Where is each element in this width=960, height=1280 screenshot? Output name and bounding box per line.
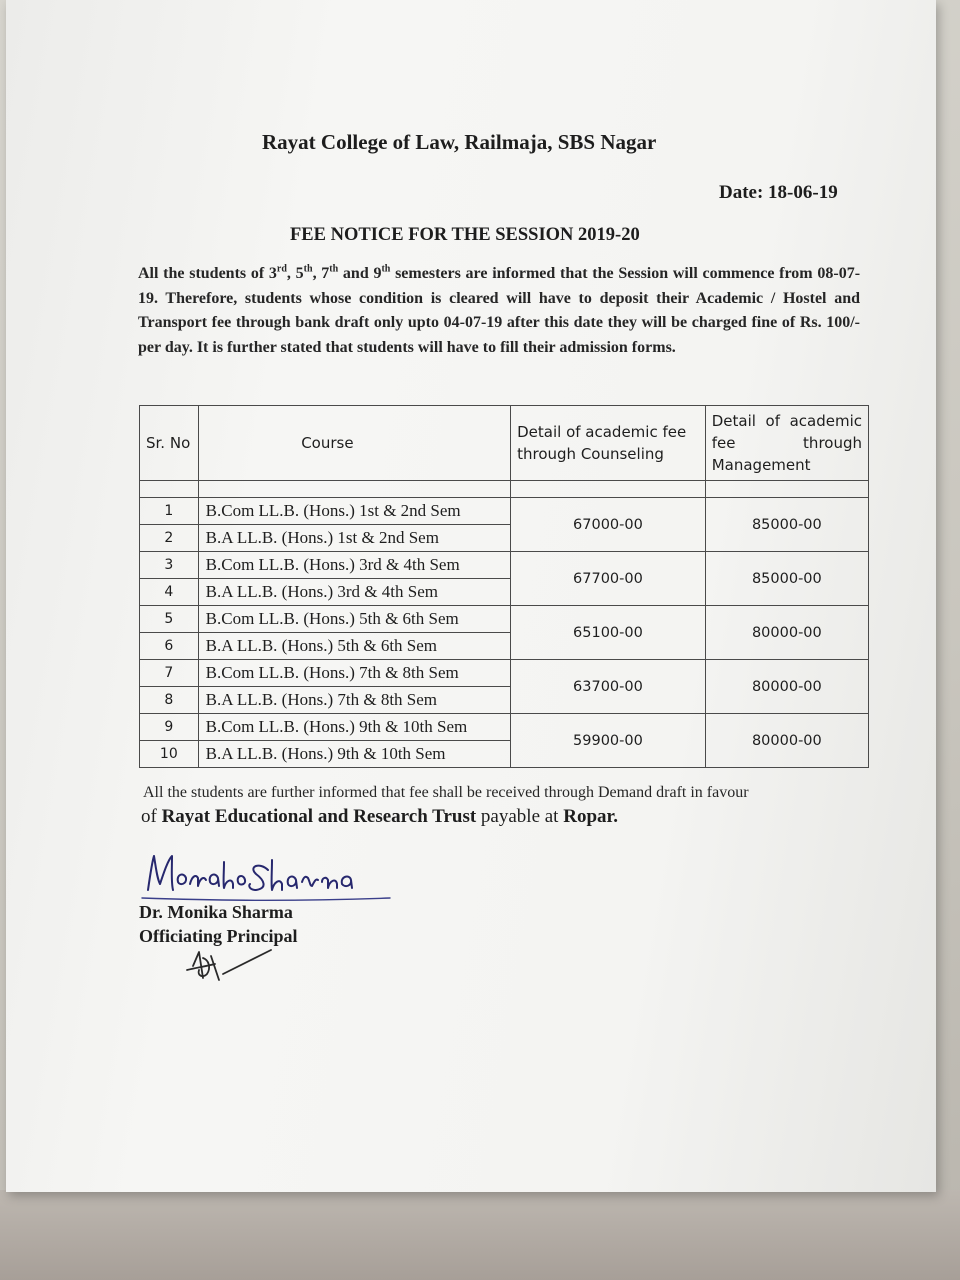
counseling-fee: 67700-00 bbox=[511, 552, 706, 606]
trust-name: Rayat Educational and Research Trust bbox=[161, 806, 477, 827]
intro-text-5: semesters are informed that the Session will commence from 08-07-19. Therefore, students whose condition is cleared will have to deposit their Academic / Hostel and Transport fee through bank draft only upto 04-07-19 after this date they will be charged fine of Rs. 100/- per day. It is further stated that students will have to fill their admission forms. bbox=[138, 265, 861, 356]
table-row bbox=[140, 660, 869, 687]
management-fee: 80000-00 bbox=[705, 606, 868, 660]
management-fee: 85000-00 bbox=[705, 552, 868, 606]
table-row bbox=[140, 606, 869, 633]
row-sr: 6 bbox=[140, 633, 199, 660]
notice-heading: FEE NOTICE FOR THE SESSION 2019-20 bbox=[290, 225, 640, 245]
notice-date: Date: 18-06-19 bbox=[719, 182, 838, 203]
table-header-row bbox=[140, 406, 869, 481]
row-course: B.Com LL.B. (Hons.) 3rd & 4th Sem bbox=[198, 552, 510, 579]
row-sr: 10 bbox=[140, 741, 199, 768]
college-title: Rayat College of Law, Railmaja, SBS Nagar bbox=[262, 130, 657, 154]
row-course: B.A LL.B. (Hons.) 5th & 6th Sem bbox=[198, 633, 510, 660]
footer-note: All the students are further informed that fee shall be received through Demand draft in favour bbox=[143, 784, 749, 801]
footer-payable: payable at bbox=[476, 806, 564, 827]
management-fee: 80000-00 bbox=[705, 660, 868, 714]
intro-suffix-1: rd bbox=[276, 263, 287, 275]
intro-suffix-3: th bbox=[329, 263, 339, 275]
spacer-cell bbox=[198, 481, 510, 498]
handwritten-signature bbox=[140, 848, 400, 910]
intro-text-3: , 7 bbox=[312, 265, 330, 282]
footer-of: of bbox=[141, 806, 162, 827]
payable-place: Ropar. bbox=[563, 806, 618, 827]
spacer-cell bbox=[140, 481, 199, 498]
counseling-fee: 67000-00 bbox=[511, 498, 706, 552]
row-sr: 1 bbox=[140, 498, 199, 525]
footer-payee-line bbox=[141, 806, 618, 828]
intro-text-2: , 5 bbox=[286, 265, 304, 282]
management-fee: 85000-00 bbox=[705, 498, 868, 552]
header-sr-no: Sr. No bbox=[140, 406, 199, 481]
row-course: B.A LL.B. (Hons.) 1st & 2nd Sem bbox=[198, 525, 510, 552]
row-course: B.Com LL.B. (Hons.) 9th & 10th Sem bbox=[198, 714, 510, 741]
counseling-fee: 63700-00 bbox=[511, 660, 706, 714]
row-course: B.A LL.B. (Hons.) 9th & 10th Sem bbox=[198, 741, 510, 768]
row-sr: 5 bbox=[140, 606, 199, 633]
intro-text-4: and 9 bbox=[338, 265, 382, 282]
row-course: B.Com LL.B. (Hons.) 7th & 8th Sem bbox=[198, 660, 510, 687]
header-course: Course bbox=[198, 406, 510, 481]
intro-text-1: All the students of 3 bbox=[138, 265, 277, 282]
row-course: B.Com LL.B. (Hons.) 5th & 6th Sem bbox=[198, 606, 510, 633]
row-course: B.A LL.B. (Hons.) 3rd & 4th Sem bbox=[198, 579, 510, 606]
row-sr: 2 bbox=[140, 525, 199, 552]
table-row bbox=[140, 714, 869, 741]
counseling-fee: 59900-00 bbox=[511, 714, 706, 768]
header-counseling-fee: Detail of academic fee through Counseling bbox=[511, 406, 706, 481]
handwritten-initials bbox=[185, 948, 275, 988]
row-sr: 3 bbox=[140, 552, 199, 579]
table-spacer-row bbox=[140, 481, 869, 498]
intro-suffix-4: th bbox=[381, 263, 391, 275]
intro-paragraph bbox=[138, 262, 860, 360]
signer-name: Dr. Monika Sharma bbox=[139, 902, 293, 922]
spacer-cell bbox=[511, 481, 706, 498]
intro-suffix-2: th bbox=[303, 263, 313, 275]
row-sr: 8 bbox=[140, 687, 199, 714]
table-row bbox=[140, 498, 869, 525]
table-row bbox=[140, 552, 869, 579]
counseling-fee: 65100-00 bbox=[511, 606, 706, 660]
row-sr: 7 bbox=[140, 660, 199, 687]
header-management-fee: Detail of academic fee through Management bbox=[705, 406, 868, 481]
row-course: B.A LL.B. (Hons.) 7th & 8th Sem bbox=[198, 687, 510, 714]
row-sr: 4 bbox=[140, 579, 199, 606]
fee-table bbox=[139, 405, 869, 768]
management-fee: 80000-00 bbox=[705, 714, 868, 768]
signer-title: Officiating Principal bbox=[139, 926, 298, 946]
row-sr: 9 bbox=[140, 714, 199, 741]
spacer-cell bbox=[705, 481, 868, 498]
row-course: B.Com LL.B. (Hons.) 1st & 2nd Sem bbox=[198, 498, 510, 525]
